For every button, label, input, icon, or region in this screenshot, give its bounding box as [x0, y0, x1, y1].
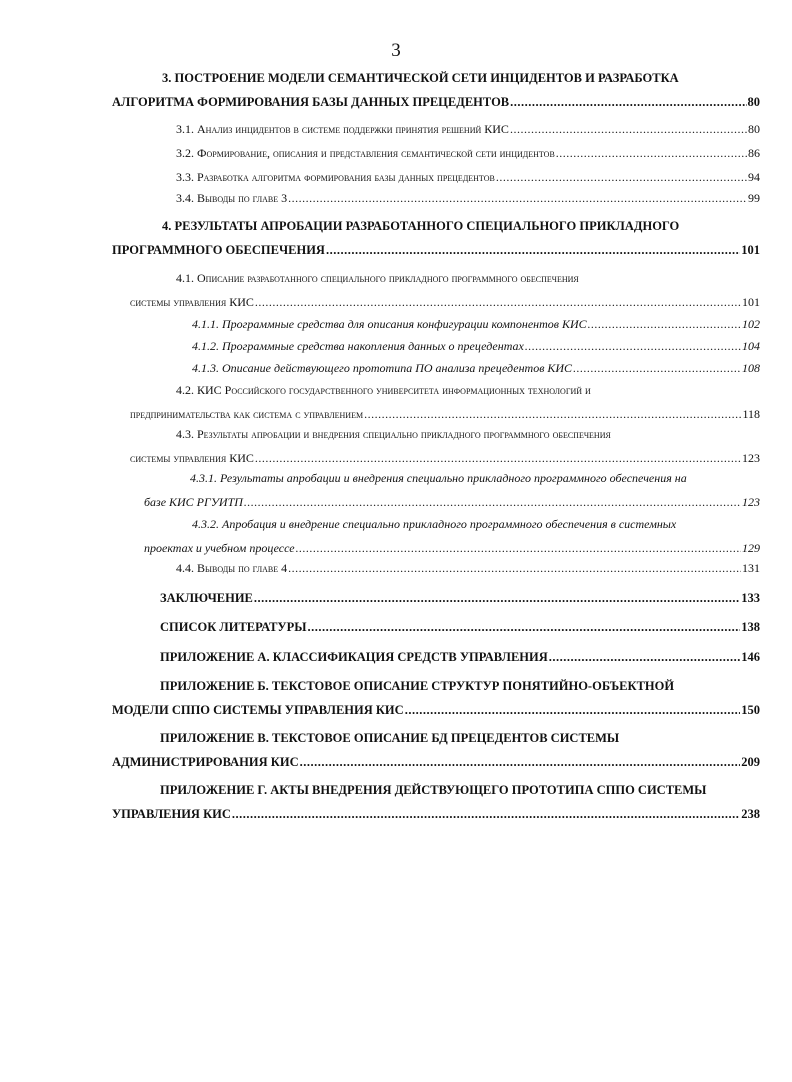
- toc-entry-title-line-1: 4.1. Описание разработанного специального прикладного программного обеспечения: [176, 271, 579, 285]
- dot-leader: [525, 334, 741, 358]
- toc-entry-title: СПИСОК ЛИТЕРАТУРЫ: [160, 620, 307, 634]
- toc-entry-appendix-v[interactable]: [112, 726, 760, 774]
- dot-leader: [232, 802, 740, 826]
- toc-entry-page: 99: [748, 191, 760, 205]
- toc-entry-section-4-4[interactable]: [176, 556, 760, 580]
- toc-entry-section-3-4[interactable]: [176, 186, 760, 210]
- toc-entry-section-3-2[interactable]: [176, 141, 760, 165]
- toc-entry-title-line-1: 4.3.1. Результаты апробации и внедрения специально прикладного программного обеспечения на: [190, 471, 687, 485]
- toc-entry-chapter-4[interactable]: [112, 214, 760, 262]
- toc-entry-title: ПРИЛОЖЕНИЕ А. КЛАССИФИКАЦИЯ СРЕДСТВ УПРАВЛЕНИЯ: [160, 650, 548, 664]
- toc-entry-title-line-1: 3. ПОСТРОЕНИЕ МОДЕЛИ СЕМАНТИЧЕСКОЙ СЕТИ ИНЦИДЕНТОВ И РАЗРАБОТКА: [162, 71, 679, 85]
- dot-leader: [549, 645, 740, 669]
- dot-leader: [288, 186, 747, 210]
- dot-leader: [244, 490, 741, 514]
- toc-entry-page: 86: [748, 146, 760, 160]
- toc-entry-title-line-1: ПРИЛОЖЕНИЕ В. ТЕКСТОВОЕ ОПИСАНИЕ БД ПРЕЦЕДЕНТОВ СИСТЕМЫ: [160, 731, 620, 745]
- dot-leader: [254, 586, 740, 610]
- toc-entry-section-4-2[interactable]: [130, 378, 760, 426]
- toc-entry-title-line-2: АЛГОРИТМА ФОРМИРОВАНИЯ БАЗЫ ДАННЫХ ПРЕЦЕДЕНТОВ: [112, 95, 510, 109]
- toc-entry-title-line-2: ПРОГРАММНОГО ОБЕСПЕЧЕНИЯ: [112, 243, 325, 257]
- dot-leader: [308, 615, 741, 639]
- toc-entry-title: ЗАКЛЮЧЕНИЕ: [160, 591, 253, 605]
- toc-entry-appendix-g[interactable]: [112, 778, 760, 826]
- toc-entry-section-4-3-2[interactable]: [144, 512, 760, 560]
- toc-entry-title-line-1: 4.3. Результаты апробации и внедрения специально прикладного программного обеспечения: [176, 427, 611, 441]
- dot-leader: [300, 750, 741, 774]
- toc-entry-page: 238: [741, 807, 760, 821]
- toc-entry-section-4-3[interactable]: [130, 422, 760, 470]
- toc-entry-title-line-1: 4.2. КИС Российского государственного университета информационных технологий и: [176, 383, 591, 397]
- toc-entry-page: 146: [741, 650, 760, 664]
- dot-leader: [326, 238, 740, 262]
- toc-entry-page: 129: [742, 541, 760, 555]
- toc-entry-title-line-1: 4.3.2. Апробация и внедрение специально прикладного программного обеспечения в системных: [192, 517, 677, 531]
- dot-leader: [255, 290, 741, 314]
- toc-entry-appendix-a[interactable]: [160, 645, 760, 669]
- toc-entry-page: 118: [742, 407, 760, 421]
- toc-entry-page: 80: [748, 122, 760, 136]
- toc-entry-title: 3.1. Анализ инцидентов в системе поддержки принятия решений КИС: [176, 122, 509, 136]
- toc-entry-page: 108: [742, 361, 760, 375]
- toc-entry-page: 101: [742, 295, 760, 309]
- toc-entry-appendix-b[interactable]: [112, 674, 760, 722]
- toc-entry-section-3-1[interactable]: [176, 117, 760, 141]
- toc-entry-conclusion[interactable]: [160, 586, 760, 610]
- toc-entry-page: 131: [742, 561, 760, 575]
- toc-entry-section-4-1-2[interactable]: [192, 334, 760, 358]
- toc-entry-title-line-2: предпринимательства как система с управлением: [130, 407, 364, 421]
- toc-entry-page: 101: [741, 243, 760, 257]
- toc-entry-title-line-2: АДМИНИСТРИРОВАНИЯ КИС: [112, 755, 299, 769]
- toc-entry-title: 3.3. Разработка алгоритма формирования базы данных прецедентов: [176, 170, 495, 184]
- toc-entry-title: 4.1.2. Программные средства накопления данных о прецедентах: [192, 339, 524, 353]
- toc-entry-title-line-1: 4. РЕЗУЛЬТАТЫ АПРОБАЦИИ РАЗРАБОТАННОГО СПЕЦИАЛЬНОГО ПРИКЛАДНОГО: [162, 219, 680, 233]
- toc-entry-page: 123: [742, 495, 760, 509]
- toc-entry-title-line-1: ПРИЛОЖЕНИЕ Б. ТЕКСТОВОЕ ОПИСАНИЕ СТРУКТУР ПОНЯТИЙНО-ОБЪЕКТНОЙ: [160, 679, 675, 693]
- dot-leader: [288, 556, 741, 580]
- toc-entry-title-line-2: УПРАВЛЕНИЯ КИС: [112, 807, 231, 821]
- dot-leader: [510, 117, 747, 141]
- toc-entry-page: 133: [741, 591, 760, 605]
- toc-entry-section-4-3-1[interactable]: [144, 466, 760, 514]
- toc-entry-title: 4.4. Выводы по главе 4: [176, 561, 288, 575]
- dot-leader: [573, 356, 741, 380]
- toc-entry-title-line-2: базе КИС РГУИТП: [144, 495, 243, 509]
- toc-entry-title-line-2: проектах и учебном процессе: [144, 541, 295, 555]
- page-number: 3: [391, 40, 401, 61]
- dot-leader: [556, 141, 747, 165]
- toc-entry-references[interactable]: [160, 615, 760, 639]
- dot-leader: [588, 312, 741, 336]
- toc-entry-page: 102: [742, 317, 760, 331]
- toc-entry-section-4-1[interactable]: [130, 266, 760, 314]
- dot-leader: [510, 90, 746, 114]
- toc-entry-page: 123: [742, 451, 760, 465]
- toc-entry-page: 94: [748, 170, 760, 184]
- toc-entry-title-line-2: МОДЕЛИ СППО СИСТЕМЫ УПРАВЛЕНИЯ КИС: [112, 703, 404, 717]
- toc-entry-page: 150: [741, 703, 760, 717]
- toc-entry-page: 209: [741, 755, 760, 769]
- toc-entry-title: 4.1.1. Программные средства для описания конфигурации компонентов КИС: [192, 317, 587, 331]
- toc-entry-page: 80: [747, 95, 760, 109]
- toc-entry-title-line-2: системы управления КИС: [130, 295, 254, 309]
- toc-entry-chapter-3[interactable]: [112, 66, 760, 114]
- toc-entry-section-4-1-1[interactable]: [192, 312, 760, 336]
- toc-entry-page: 104: [742, 339, 760, 353]
- toc-entry-title: 4.1.3. Описание действующего прототипа ПО анализа прецедентов КИС: [192, 361, 573, 375]
- dot-leader: [405, 698, 741, 722]
- toc-entry-title-line-1: ПРИЛОЖЕНИЕ Г. АКТЫ ВНЕДРЕНИЯ ДЕЙСТВУЮЩЕГО ПРОТОТИПА СППО СИСТЕМЫ: [160, 783, 707, 797]
- toc-entry-page: 138: [741, 620, 760, 634]
- toc-entry-title: 3.2. Формирование, описания и представления семантической сети инцидентов: [176, 146, 555, 160]
- toc-entry-title: 3.4. Выводы по главе 3: [176, 191, 288, 205]
- toc-entry-title-line-2: системы управления КИС: [130, 451, 254, 465]
- toc-entry-section-4-1-3[interactable]: [192, 356, 760, 380]
